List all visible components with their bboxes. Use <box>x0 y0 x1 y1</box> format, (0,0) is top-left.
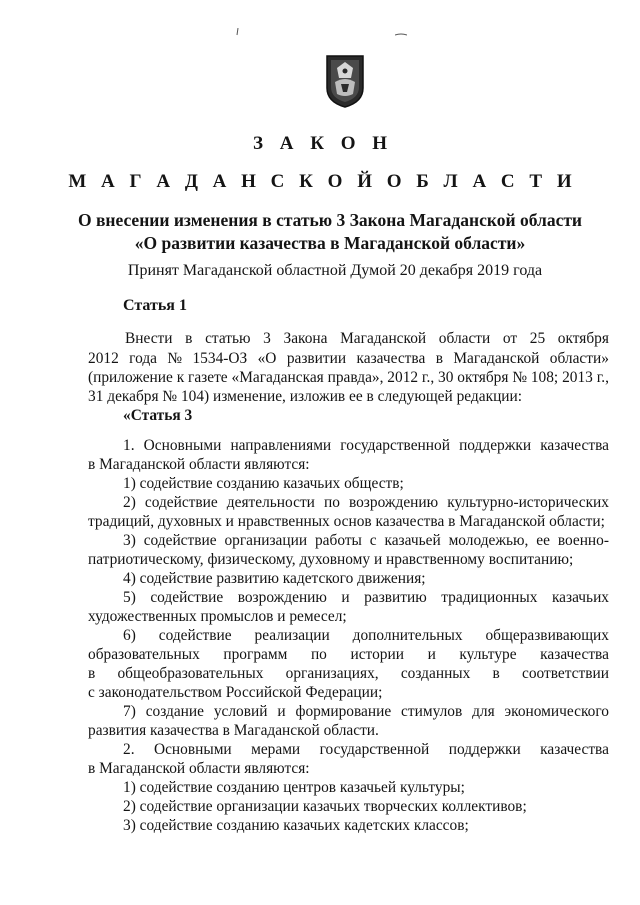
body-text-line: 2012 года № 1534-ОЗ «О развитии казачества в Магаданской области» <box>88 350 609 367</box>
body-text-line: Внести в статью 3 Закона Магаданской области от 25 октября <box>125 330 609 347</box>
law-subject-line: «О развитии казачества в Магаданской области» <box>134 233 526 253</box>
coat-of-arms-icon <box>325 54 365 108</box>
body-text-line: развития казачества в Магаданской области. <box>88 722 379 739</box>
scan-dash-mark <box>395 33 407 37</box>
law-subject-line: О внесении изменения в статью 3 Закона Магаданской области <box>77 210 583 230</box>
body-text-line: 2. Основными мерами государственной поддержки казачества <box>123 741 609 758</box>
body-text-line: 6) содействие реализации дополнительных общеразвивающих <box>123 627 609 644</box>
body-text-line: 3) содействие созданию казачьих кадетских классов; <box>123 817 469 834</box>
body-text-line: 7) создание условий и формирование стимулов для экономического <box>123 703 609 720</box>
body-text-line: 2) содействие организации казачьих творческих коллективов; <box>123 798 527 815</box>
body-text-line: в Магаданской области являются: <box>88 456 310 473</box>
body-text-line: образовательных программ по истории и культуре казачества <box>88 646 609 663</box>
law-subject <box>60 209 600 255</box>
body-text-line: 1) содействие созданию центров казачьей культуры; <box>123 779 465 796</box>
body-text-line: 4) содействие развитию кадетского движения; <box>123 570 426 587</box>
body-text-line: 1) содействие созданию казачьих обществ; <box>123 475 404 492</box>
body-text-line: 1. Основными направлениями государственной поддержки казачества <box>123 437 609 454</box>
body-text-line: патриотическому, физическому, духовному и нравственному воспитанию; <box>88 551 574 568</box>
region-title: М А Г А Д А Н С К О Й О Б Л А С Т И <box>68 171 577 192</box>
document-title: З А К О Н <box>252 133 394 154</box>
body-text-line: 3) содействие организации работы с казачьей молодежью, ее военно- <box>123 532 609 549</box>
body-text-line: художественных промыслов и ремесел; <box>88 608 347 625</box>
adoption-statement: Принят Магаданской областной Думой 20 декабря 2019 года <box>127 262 543 279</box>
body-text-line: (приложение к газете «Магаданская правда», 2012 г., 30 октября № 108; 2013 г., <box>88 369 609 386</box>
scan-tick-mark <box>236 28 240 36</box>
body-text-line: в общеобразовательных организациях, созданных в соответствии <box>88 665 609 682</box>
body-text-line: «Статья 3 <box>123 407 193 424</box>
body-text-line: 2) содействие деятельности по возрождению культурно-исторических <box>123 494 609 511</box>
body-text-line: в Магаданской области являются: <box>88 760 310 777</box>
article-heading: Статья 1 <box>123 297 187 314</box>
body-text-line: традиций, духовных и нравственных основ казачества в Магаданской области; <box>88 513 605 530</box>
body-text-line: с законодательством Российской Федерации; <box>88 684 383 701</box>
body-text-line: 5) содействие возрождению и развитию традиционных казачьих <box>123 589 609 606</box>
body-text-line: 31 декабря № 104) изменение, изложив ее в следующей редакции: <box>88 388 523 405</box>
